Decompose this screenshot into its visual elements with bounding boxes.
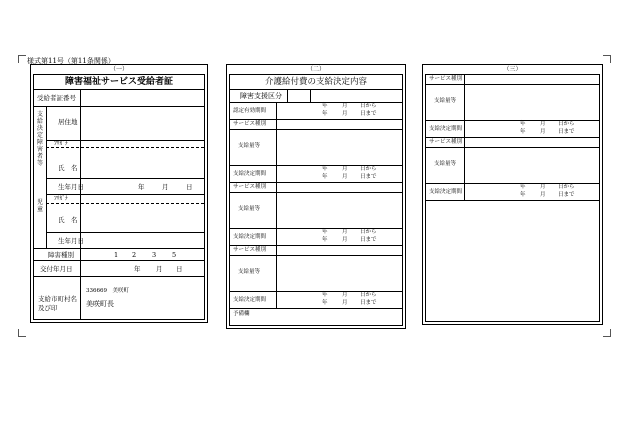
municipality-row [34, 277, 204, 319]
date-text: 月 [540, 184, 546, 190]
decision-period-label: 支給決定期間 [233, 234, 267, 240]
date-text: 日から [558, 184, 575, 190]
decision-period-label: 支給決定期間 [429, 126, 463, 132]
amount-row [426, 85, 599, 121]
date-text: 日から [360, 229, 377, 235]
service-type-label: サービス種別 [233, 121, 267, 127]
date-text: 年 [322, 229, 328, 235]
disability-class-row [34, 249, 204, 261]
mayor-name: 美咲町長 [86, 300, 114, 308]
decision-period-row [230, 166, 402, 183]
date-text: 年 [322, 166, 328, 172]
name-row [46, 141, 204, 179]
service-type-row [426, 138, 599, 148]
date-text: 日から [360, 103, 377, 109]
decision-period-label: 支給決定期間 [233, 297, 267, 303]
date-text: 年 [322, 300, 328, 306]
recipient-number-row [34, 90, 204, 107]
month-text: 月 [156, 265, 163, 273]
class-number: 5 [172, 251, 177, 259]
date-text: 年 [322, 174, 328, 180]
date-text: 日から [558, 121, 575, 127]
date-text: 日まで [558, 129, 575, 135]
panel-title: 介護給付費の支給決定内容 [264, 77, 367, 87]
date-text: 日まで [360, 174, 377, 180]
date-text: 月 [342, 229, 348, 235]
date-text: 日から [360, 292, 377, 298]
panel-label: （二） [306, 66, 325, 73]
crop-mark-top-left [18, 55, 26, 63]
panel-label: （三） [503, 66, 522, 73]
support-class-row [230, 90, 402, 103]
date-text: 日から [360, 166, 377, 172]
decision-period-row [230, 229, 402, 246]
date-text: 月 [342, 103, 348, 109]
date-text: 月 [342, 237, 348, 243]
service-type-label: サービス種別 [429, 139, 463, 145]
panel-title: 障害福祉サービス受給者証 [64, 77, 173, 87]
residence-row [46, 107, 204, 141]
amount-label: 支給量等 [238, 269, 261, 275]
service-type-row [230, 183, 402, 193]
birthdate-row [46, 179, 204, 195]
title-row [34, 75, 204, 90]
decision-period-row [230, 292, 402, 309]
disability-class-label: 障害種別 [48, 251, 74, 259]
panel-benefit-decision [226, 64, 406, 329]
amount-label: 支給量等 [238, 143, 261, 149]
child-name-row [46, 195, 204, 233]
municipality-label: 支給市町村名及び印 [38, 295, 77, 312]
date-text: 年 [520, 184, 526, 190]
class-number: 3 [152, 251, 157, 259]
issue-date-row [34, 261, 204, 277]
form-note: 様式第11号（第11条関係） [27, 57, 115, 65]
date-text: 月 [342, 300, 348, 306]
year-text: 年 [134, 265, 141, 273]
crop-mark-top-right [603, 55, 611, 63]
panel-benefit-continued [422, 64, 603, 325]
date-text: 月 [342, 166, 348, 172]
date-text: 年 [520, 129, 526, 135]
remarks-label: 予備欄 [233, 311, 250, 317]
cert-period-label: 認定有効期間 [233, 108, 267, 114]
crop-mark-bottom-left [18, 329, 26, 337]
date-text: 年 [520, 192, 526, 198]
service-type-row [426, 75, 599, 85]
class-number: 2 [132, 251, 137, 259]
title-row [230, 75, 402, 90]
service-type-label: サービス種別 [233, 184, 267, 190]
date-text: 年 [520, 121, 526, 127]
municipality-code: 336669 美咲町 [86, 288, 129, 294]
decision-period-row [426, 184, 599, 201]
applicant-group-label: 支給決定障害者等 [36, 111, 43, 167]
date-text: 月 [342, 292, 348, 298]
child-birthdate-row [34, 233, 204, 249]
service-type-row [230, 120, 402, 130]
decision-period-row [426, 121, 599, 138]
month-text: 月 [162, 183, 169, 191]
amount-row [230, 130, 402, 166]
date-text: 月 [342, 174, 348, 180]
amount-row [230, 256, 402, 292]
crop-mark-bottom-right [603, 329, 611, 337]
amount-label: 支給量等 [434, 161, 457, 167]
date-text: 年 [322, 111, 328, 117]
cert-period-row [230, 103, 402, 120]
day-text: 日 [176, 265, 183, 273]
date-text: 月 [342, 111, 348, 117]
panel-recipient-certificate [30, 64, 208, 323]
amount-row [426, 148, 599, 184]
furigana-label: ﾌﾘｶﾞﾅ [54, 141, 68, 147]
date-text: 年 [322, 237, 328, 243]
class-number: 1 [114, 251, 119, 259]
birthdate-label: 生年月日 [58, 183, 84, 191]
date-text: 日まで [360, 111, 377, 117]
child-birthdate-label: 生年月日 [58, 237, 84, 245]
service-type-row [230, 246, 402, 256]
service-type-label: サービス種別 [233, 247, 267, 253]
amount-row [230, 193, 402, 229]
date-text: 年 [322, 103, 328, 109]
decision-period-label: 支給決定期間 [429, 189, 463, 195]
child-label: 児 童 [36, 199, 50, 213]
decision-period-label: 支給決定期間 [233, 171, 267, 177]
date-text: 月 [540, 129, 546, 135]
child-name-label: 氏 名 [58, 216, 78, 224]
panel-label: （一） [109, 66, 128, 73]
support-class-label: 障害支援区分 [240, 92, 282, 100]
date-text: 日まで [558, 192, 575, 198]
date-text: 月 [540, 121, 546, 127]
date-text: 日まで [360, 237, 377, 243]
child-furigana-label: ﾌﾘｶﾞﾅ [54, 196, 68, 202]
name-label: 氏 名 [58, 164, 78, 172]
date-text: 年 [322, 292, 328, 298]
date-text: 月 [540, 192, 546, 198]
service-type-label: サービス種別 [429, 76, 463, 82]
day-text: 日 [186, 183, 193, 191]
year-text: 年 [138, 183, 145, 191]
amount-label: 支給量等 [434, 98, 457, 104]
date-text: 日まで [360, 300, 377, 306]
residence-label: 居住地 [58, 118, 78, 126]
amount-label: 支給量等 [238, 206, 261, 212]
recipient-number-label: 受給者証番号 [37, 94, 76, 102]
issue-date-label: 交付年月日 [40, 265, 73, 273]
